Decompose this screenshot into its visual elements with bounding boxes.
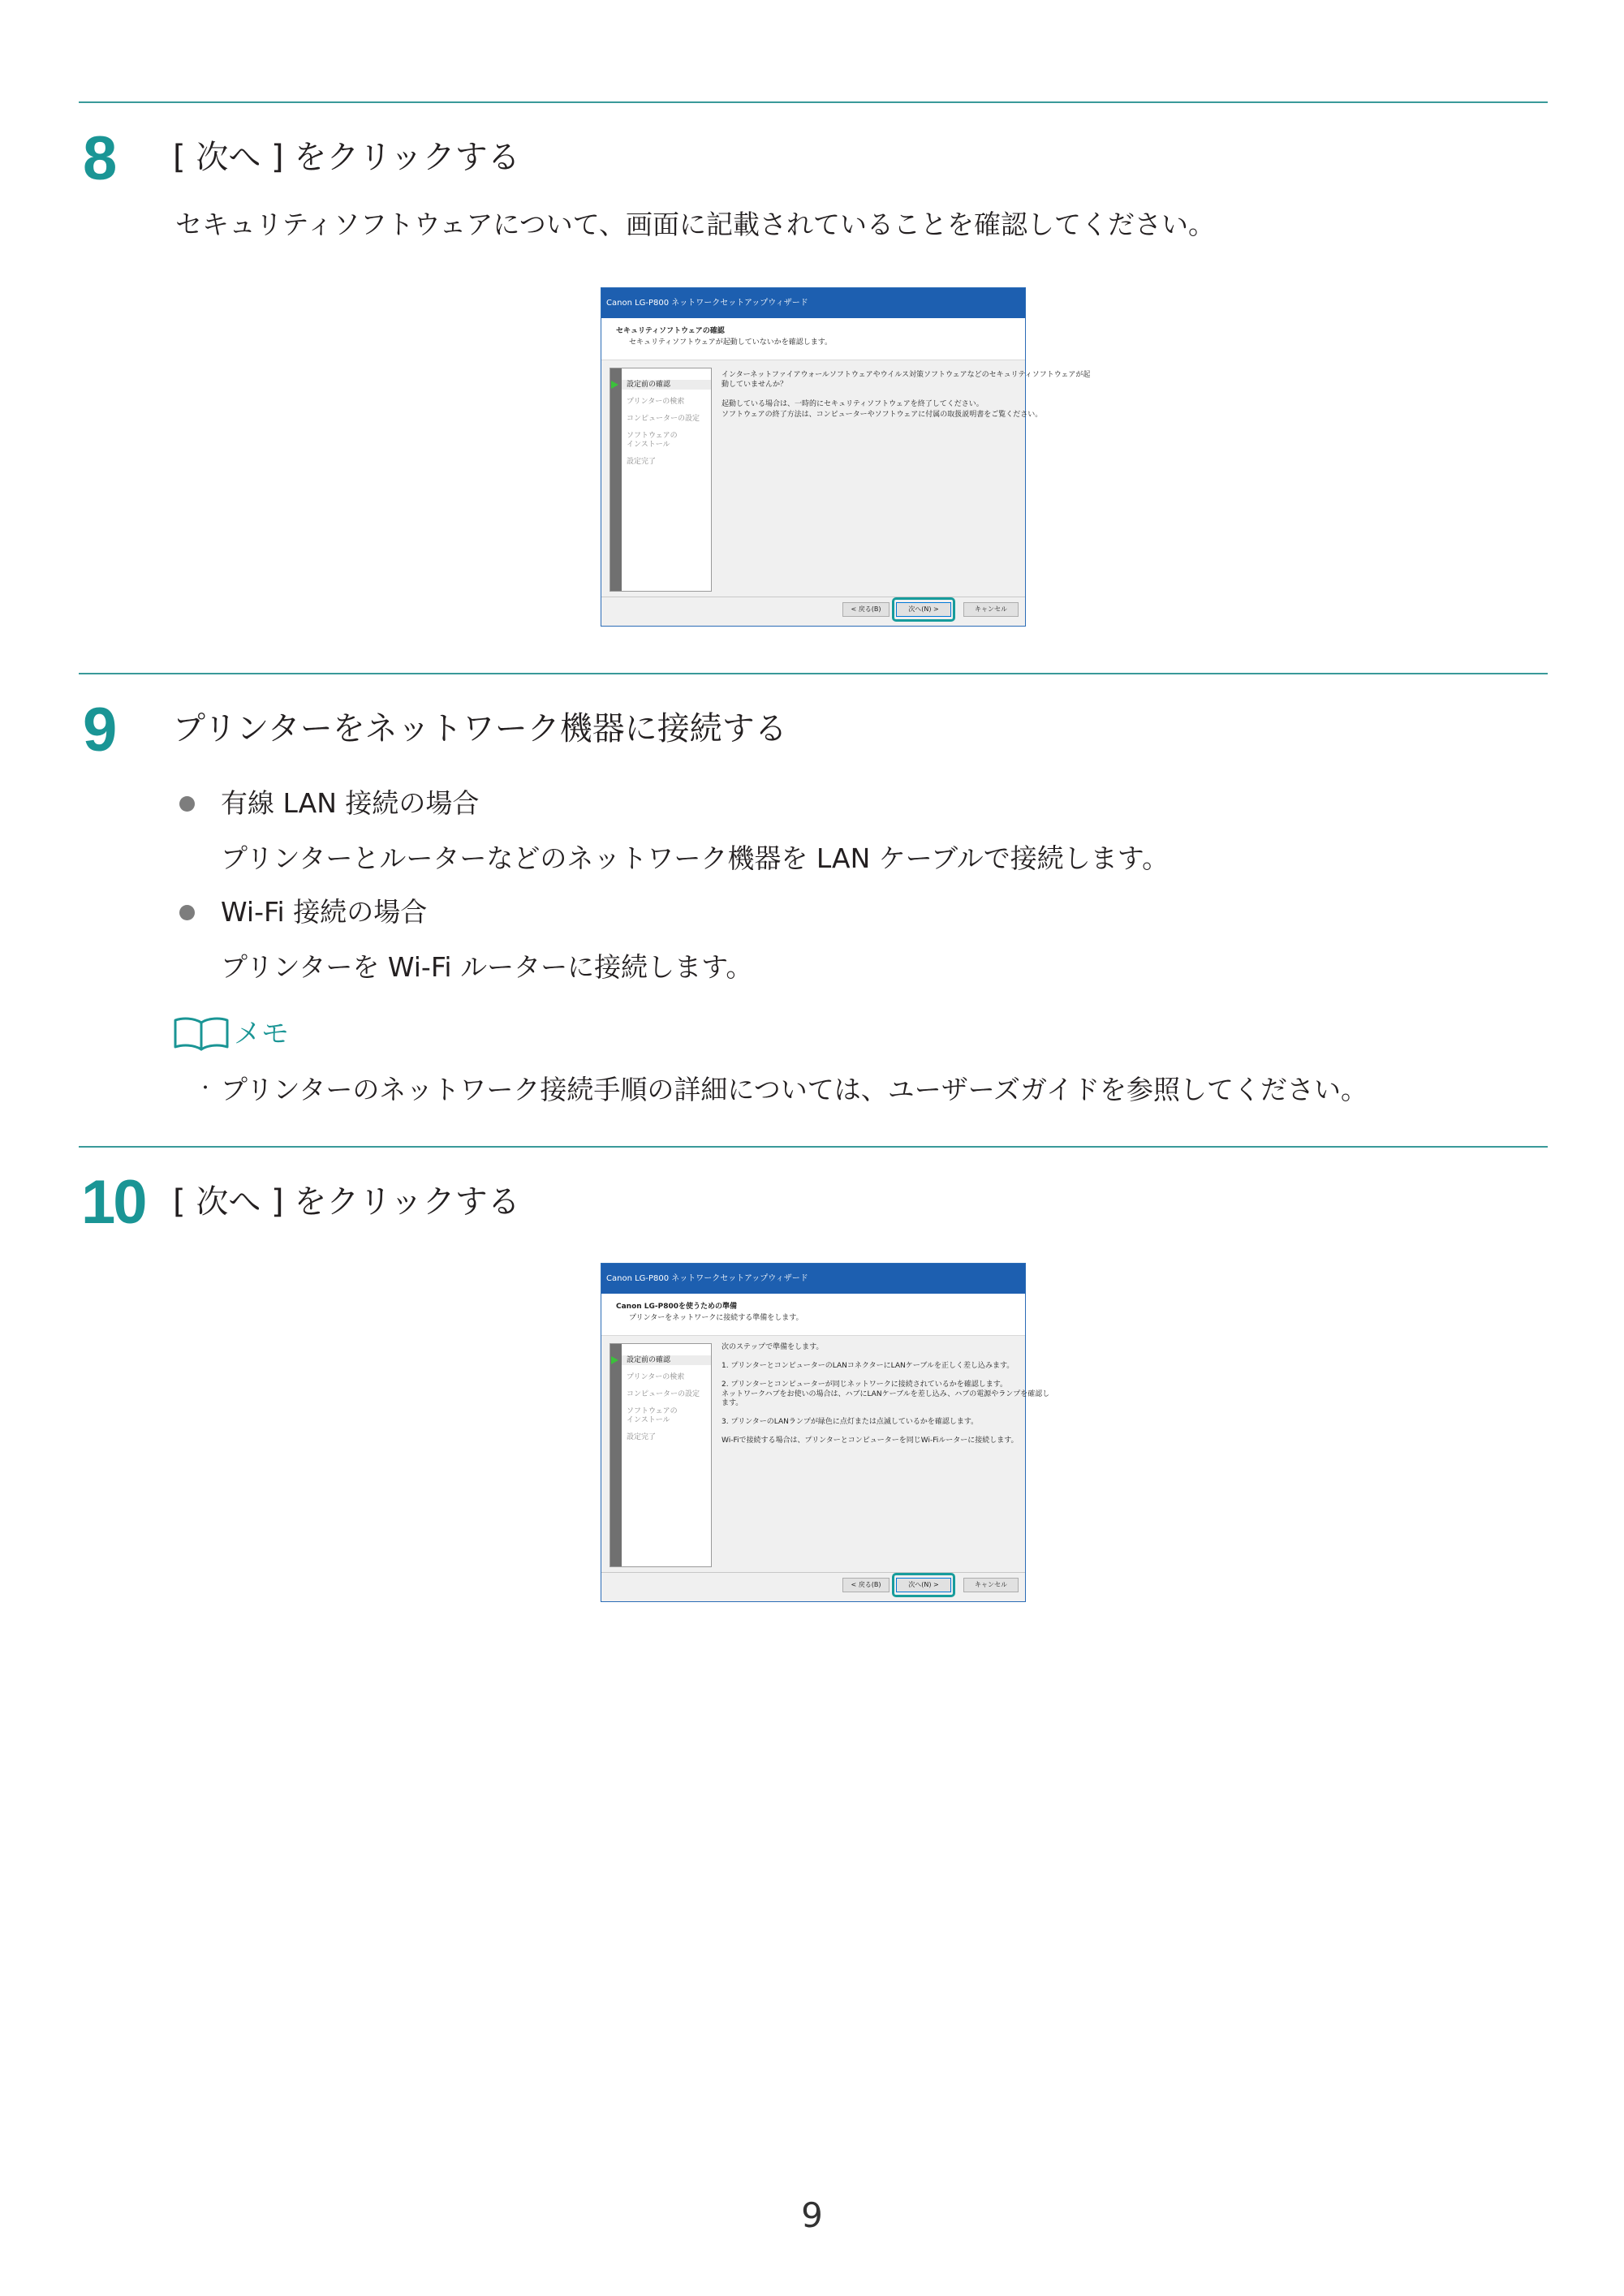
- dialog-footer-separator: [601, 1572, 1025, 1573]
- bullet-text-wired: プリンターとルーターなどのネットワーク機器を LAN ケーブルで接続します。: [221, 842, 1170, 874]
- content-line: 動していませんか？: [722, 381, 788, 390]
- step-8-title: [ 次へ ] をクリックする: [173, 139, 520, 176]
- dialog-header-title: Canon LG-P800を使うための準備: [616, 1303, 738, 1311]
- section-divider-8: [79, 101, 1548, 103]
- content-line: ネットワークハブをお使いの場合は、ハブにLANケーブルを差し込み、ハブの電源やランプを確認し: [722, 1389, 1050, 1398]
- memo-item: プリンターのネットワーク接続手順の詳細については、ユーザーズガイドを参照してください。: [221, 1074, 1368, 1105]
- step-10-title: [ 次へ ] をクリックする: [173, 1183, 520, 1221]
- content-line: 2. プリンターとコンピューターが同じネットワークに接続されているかを確認します。: [722, 1381, 1008, 1389]
- current-step-arrow-icon: [611, 381, 618, 389]
- step-number-8: 8: [83, 124, 115, 193]
- dialog-titlebar: Canon LG-P800 ネットワークセットアップウィザード: [601, 1264, 1025, 1294]
- next-button-highlight: [892, 1573, 955, 1597]
- next-button-highlight: [892, 597, 955, 622]
- sidebar-item: プリンターの検索: [627, 398, 685, 406]
- dialog-titlebar: Canon LG-P800 ネットワークセットアップウィザード: [601, 288, 1025, 318]
- back-button[interactable]: < 戻る(B): [842, 1578, 890, 1592]
- sidebar-item: インストール: [627, 441, 670, 449]
- dialog-content: [722, 370, 1090, 420]
- step-number-10: 10: [81, 1168, 145, 1237]
- dialog-header: [601, 1294, 1025, 1336]
- dialog-header-subtitle: セキュリティソフトウェアが起動していないかを確認します。: [629, 338, 833, 347]
- content-line: Wi-Fiで接続する場合は、プリンターとコンピューターを同じWi-Fiルーターに接続します。: [722, 1437, 1019, 1445]
- dialog-content: [722, 1343, 1049, 1446]
- content-line: [722, 1428, 1049, 1437]
- sidebar-item: インストール: [627, 1416, 670, 1424]
- wizard-screenshot-preparation: [601, 1263, 1050, 1602]
- step-8-description: セキュリティソフトウェアについて、画面に記載されていることを確認してください。: [175, 209, 1216, 240]
- back-button[interactable]: < 戻る(B): [842, 602, 890, 617]
- dialog-step-sidebar: [610, 1343, 712, 1567]
- sidebar-item: 設定完了: [627, 458, 657, 466]
- memo-bullet: ・: [196, 1079, 215, 1099]
- wizard-screenshot-security: [601, 287, 1091, 627]
- step-9-title: プリンターをネットワーク機器に接続する: [173, 710, 787, 747]
- page-number: 9: [801, 2195, 823, 2235]
- content-line: 1. プリンターとコンピューターのLANコネクターにLANケーブルを正しく差し込みます。: [722, 1362, 1014, 1371]
- bullet-heading-wired: 有線 LAN 接続の場合: [221, 787, 480, 819]
- memo-label: メモ: [234, 1018, 289, 1050]
- sidebar-bar: [610, 368, 622, 591]
- content-line: 3. プリンターのLANランプが緑色に点灯または点滅しているかを確認します。: [722, 1418, 979, 1427]
- sidebar-item: 設定完了: [627, 1433, 657, 1441]
- content-line: インターネットファイアウォールソフトウェアやウイルス対策ソフトウェアなどのセキュリティソフトウェアが起: [722, 371, 1091, 379]
- sidebar-item: ソフトウェアの: [627, 1407, 678, 1415]
- cancel-button[interactable]: キャンセル: [963, 1578, 1019, 1592]
- content-line: 起動している場合は、一時的にセキュリティソフトウェアを終了してください。: [722, 400, 984, 409]
- bullet-heading-wifi: Wi-Fi 接続の場合: [221, 896, 428, 928]
- sidebar-item: 設定前の確認: [627, 381, 671, 389]
- current-step-arrow-icon: [611, 1356, 618, 1364]
- content-line: ソフトウェアの終了方法は、コンピューターやソフトウェアに付属の取扱説明書をご覧ください。: [722, 410, 1043, 419]
- dialog-header-title: セキュリティソフトウェアの確認: [616, 327, 725, 335]
- sidebar-item: コンピューターの設定: [627, 415, 700, 423]
- dialog-step-sidebar: [610, 368, 712, 592]
- memo-book-icon: [173, 1016, 230, 1052]
- dialog-header: [601, 318, 1025, 360]
- bullet-dot: [179, 796, 195, 812]
- sidebar-bar: [610, 1344, 622, 1566]
- dialog-header-subtitle: プリンターをネットワークに接続する準備をします。: [629, 1314, 803, 1322]
- content-line: ます。: [722, 1399, 743, 1408]
- sidebar-item: ソフトウェアの: [627, 432, 678, 440]
- sidebar-item: 設定前の確認: [627, 1356, 671, 1364]
- content-line: [722, 390, 1090, 399]
- content-line: [722, 1409, 1049, 1419]
- bullet-dot: [179, 905, 195, 920]
- step-number-9: 9: [83, 696, 115, 765]
- section-divider-10: [79, 1146, 1548, 1148]
- cancel-button[interactable]: キャンセル: [963, 602, 1019, 617]
- next-button[interactable]: 次へ(N) >: [896, 602, 951, 617]
- section-divider-9: [79, 673, 1548, 674]
- bullet-text-wifi: プリンターを Wi-Fi ルーターに接続します。: [221, 951, 753, 983]
- content-line: 次のステップで準備をします。: [722, 1343, 824, 1351]
- sidebar-item: プリンターの検索: [627, 1373, 685, 1381]
- content-line: [722, 1353, 1049, 1363]
- next-button[interactable]: 次へ(N) >: [896, 1578, 951, 1592]
- content-line: [722, 1372, 1049, 1381]
- sidebar-item: コンピューターの設定: [627, 1390, 700, 1398]
